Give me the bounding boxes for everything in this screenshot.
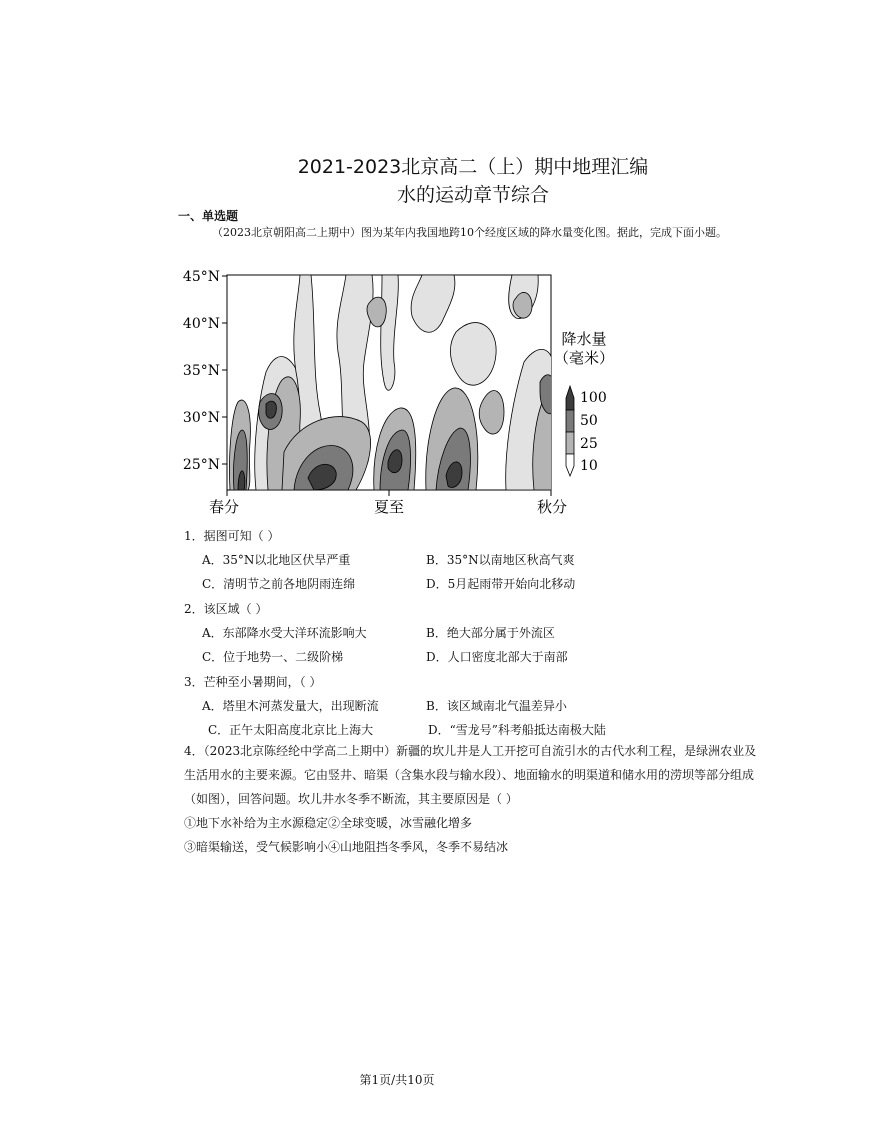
document-title: 2021-2023北京高二（上）期中地理汇编 [297,156,649,178]
question-3-option-b[interactable]: B．该区域南北气温差异小 [426,699,567,713]
question-2-option-d[interactable]: D．人口密度北部大于南部 [426,650,568,664]
question-1-option-b[interactable]: B．35°N以南地区秋高气爽 [426,553,575,567]
x-tick-label: 夏至 [373,498,405,516]
section-heading: 一、单选题 [178,209,239,223]
question-3-option-c[interactable]: C．正午太阳高度北京比上海大 [208,723,374,737]
legend-unit: （毫米） [553,349,615,367]
x-tick-label: 春分 [208,498,240,516]
question-4-statements-1: ①地下水补给为主水源稳定②全球变暖，冰雪融化增多 [184,816,473,830]
x-tick-label: 秋分 [536,498,568,516]
question-2-option-c[interactable]: C．位于地势一、二级阶梯 [202,650,344,664]
legend-swatch-10 [566,454,574,476]
question-3-stem: 3．芒种至小暑期间，（ ） [184,675,322,689]
legend-value: 100 [580,390,607,406]
question-1-option-a[interactable]: A．35°N以北地区伏旱严重 [202,553,351,567]
question-1-stem: 1．据图可知（ ） [184,529,280,543]
y-tick-label: 40°N [182,316,220,332]
precipitation-chart [182,262,615,518]
legend-swatch-100 [566,386,574,410]
question-4-statements-2: ③暗渠输送，受气候影响小④山地阻挡冬季风，冬季不易结冰 [184,840,509,854]
question-3-option-a[interactable]: A．塔里木河蒸发量大，出现断流 [202,699,379,713]
legend-value: 25 [580,436,598,452]
page-number: 第1页/共10页 [359,1073,435,1087]
legend-title: 降水量 [561,330,607,348]
y-tick-label: 25°N [182,457,220,473]
legend-value: 50 [580,413,598,429]
question-2-option-b[interactable]: B．绝大部分属于外流区 [426,626,555,640]
legend-swatch-50 [566,410,574,432]
question-3-option-d[interactable]: D．“雪龙号”科考船抵达南极大陆 [428,723,606,737]
y-tick-label: 35°N [182,363,220,379]
y-tick-label: 45°N [182,269,220,285]
question-1-option-c[interactable]: C．清明节之前各地阴雨连绵 [202,577,356,591]
question-2-stem: 2．该区域（ ） [184,602,268,616]
intro-paragraph: （2023北京朝阳高二上期中）图为某年内我国地跨10个经度区域的降水量变化图。据此，完成下面小题。 [212,226,727,239]
question-2-option-a[interactable]: A．东部降水受大洋环流影响大 [202,626,367,640]
y-tick-label: 30°N [182,410,220,426]
contour-100 [266,401,276,418]
legend-value: 10 [580,458,598,474]
question-1-option-d[interactable]: D．5月起雨带开始向北移动 [426,577,576,591]
document-subtitle: 水的运动章节综合 [396,184,549,206]
legend-swatch-25 [566,432,574,454]
question-4-stem: 4．（2023北京陈经纶中学高二上期中）新疆的坎儿井是人工开挖可自流引水的古代水利工程，是绿洲农业及生活用水的主要来源。它由竖井、暗渠（含集水段与输水段）、地面输水的明渠道和储水用的涝坝等部分组成（如图），回答问题。坎儿井水冬季不断流，其主要原因是（ ） [184,744,757,806]
